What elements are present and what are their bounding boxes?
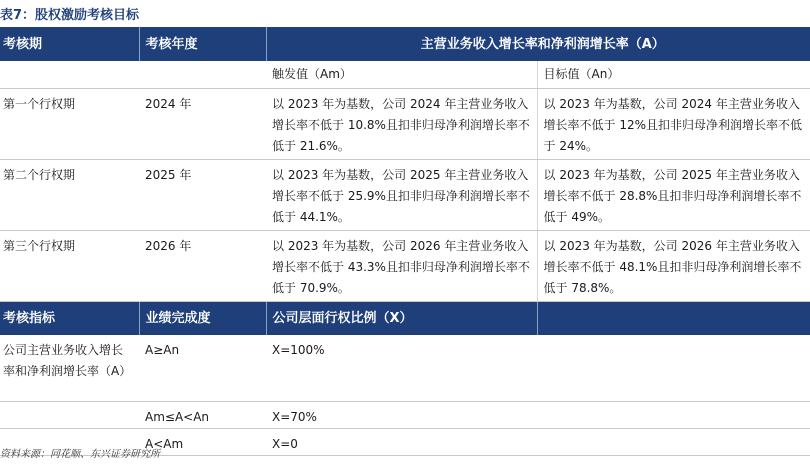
target-cell: 以 2023 年为基数，公司 2024 年主营业务收入增长率不低于 12%且扣非归母净利润增长率不低于 24%。	[537, 88, 810, 159]
empty-cell	[537, 335, 810, 401]
year-cell: 2026 年	[139, 230, 266, 301]
header-growth: 主营业务收入增长率和净利润增长率（A）	[266, 27, 810, 61]
period-cell: 第一个行权期	[0, 88, 139, 159]
source-note: 资料来源：同花顺、东兴证券研究所	[0, 449, 160, 460]
header-ratio: 公司层面行权比例（X）	[266, 301, 537, 335]
indicator-cell: 公司主营业务收入增长率和净利润增长率（A）	[0, 335, 139, 401]
incentive-table	[0, 27, 810, 456]
header-row-2	[0, 301, 810, 335]
table-title: 表7：股权激励考核目标	[0, 8, 140, 23]
target-cell: 以 2023 年为基数，公司 2026 年主营业务收入增长率不低于 48.1%且扣非归母净利润增长率不低于 78.8%。	[537, 230, 810, 301]
header-year: 考核年度	[139, 27, 266, 61]
condition-cell: A<Am	[139, 428, 266, 455]
table-row	[0, 230, 810, 301]
subheader-target: 目标值（An）	[537, 61, 810, 88]
subheader-trigger: 触发值（Am）	[266, 61, 537, 88]
trigger-cell: 以 2023 年为基数，公司 2025 年主营业务收入增长率不低于 25.9%且扣非归母净利润增长率不低于 44.1%。	[266, 159, 537, 230]
period-cell: 第二个行权期	[0, 159, 139, 230]
period-cell: 第三个行权期	[0, 230, 139, 301]
table-row	[0, 401, 810, 428]
header-completion: 业绩完成度	[139, 301, 266, 335]
header-row	[0, 27, 810, 61]
table-row	[0, 335, 810, 401]
ratio-cell: X=100%	[266, 335, 537, 401]
subheader-empty-2	[139, 61, 266, 88]
header-period: 考核期	[0, 27, 139, 61]
trigger-cell: 以 2023 年为基数，公司 2026 年主营业务收入增长率不低于 43.3%且扣非归母净利润增长率不低于 70.9%。	[266, 230, 537, 301]
subheader-empty-1	[0, 61, 139, 88]
year-cell: 2025 年	[139, 159, 266, 230]
header-empty	[537, 301, 810, 335]
empty-cell	[537, 428, 810, 455]
trigger-cell: 以 2023 年为基数，公司 2024 年主营业务收入增长率不低于 10.8%且扣非归母净利润增长率不低于 21.6%。	[266, 88, 537, 159]
condition-cell: Am≤A<An	[139, 401, 266, 428]
table-row	[0, 88, 810, 159]
indicator-empty	[0, 401, 139, 428]
ratio-cell: X=70%	[266, 401, 537, 428]
ratio-cell: X=0	[266, 428, 537, 455]
table-row	[0, 159, 810, 230]
year-cell: 2024 年	[139, 88, 266, 159]
subheader-row	[0, 61, 810, 88]
empty-cell	[537, 401, 810, 428]
header-indicator: 考核指标	[0, 301, 139, 335]
condition-cell: A≥An	[139, 335, 266, 401]
target-cell: 以 2023 年为基数，公司 2025 年主营业务收入增长率不低于 28.8%且扣非归母净利润增长率不低于 49%。	[537, 159, 810, 230]
